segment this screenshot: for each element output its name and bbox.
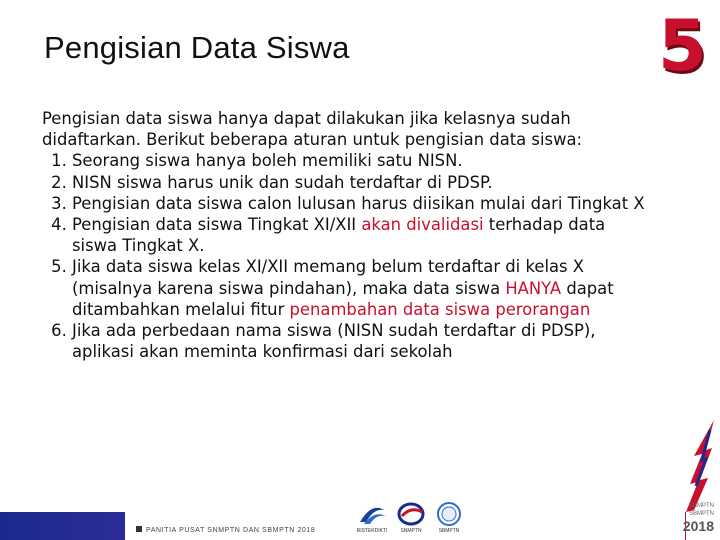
list-item-text: Jika data siswa kelas XI/XII memang belum terdaftar di kelas X (misalnya karena siswa pindahan), maka data siswa <box>72 257 585 298</box>
list-item-text: terhadap data siswa Tingkat X. <box>72 215 606 256</box>
list-item-text: dapat ditambahkan melalui fitur <box>72 278 614 319</box>
list-item <box>72 256 652 320</box>
side-logo-year: 2018 <box>682 518 714 534</box>
slide-title: Pengisian Data Siswa <box>44 30 350 65</box>
slide-number: 5 <box>658 5 707 87</box>
ristekdikti-icon <box>356 500 388 528</box>
highlight-text: HANYA <box>505 278 562 298</box>
footer-bullet-icon <box>136 526 142 532</box>
list-item <box>72 172 652 193</box>
snmptn-icon <box>396 500 426 528</box>
list-item-text: Seorang siswa hanya boleh memiliki satu NISN. <box>72 151 463 171</box>
ristekdikti-logo <box>356 500 388 536</box>
list-item <box>72 214 652 256</box>
side-logo-line2: SBMPTN <box>688 511 714 517</box>
sbmptn-icon <box>434 500 464 528</box>
highlight-text: akan divalidasi <box>361 215 484 235</box>
sbmptn-logo-text: SBMPTN <box>438 528 460 534</box>
list-item-text: Jika ada perbedaan nama siswa (NISN sudah terdaftar di PDSP), aplikasi akan meminta konfirmasi dari sekolah <box>72 321 596 362</box>
list-item-text: NISN siswa harus unik dan sudah terdaftar di PDSP. <box>72 172 493 192</box>
footer-text: PANITIA PUSAT SNMPTN DAN SBMPTN 2018 <box>146 527 316 534</box>
list-item <box>72 150 652 171</box>
list-item <box>72 193 652 214</box>
slide-content <box>42 108 652 362</box>
list-item-text: Pengisian data siswa Tingkat XI/XII <box>72 215 362 235</box>
rules-list <box>42 150 652 362</box>
sbmptn-logo <box>434 500 464 536</box>
snmptn-logo <box>396 500 426 536</box>
intro-paragraph: Pengisian data siswa hanya dapat dilakukan jika kelasnya sudah didaftarkan. Berikut beberapa aturan untuk pengisian data siswa: <box>42 109 583 150</box>
side-logo-text <box>674 502 714 534</box>
list-item-text: Pengisian data siswa calon lulusan harus diisikan mulai dari Tingkat X <box>72 193 645 213</box>
side-logo-line1: SNMPTN <box>688 503 714 509</box>
list-item <box>72 320 652 362</box>
snmptn-logo-text: SNMPTN <box>400 528 422 534</box>
ristekdikti-logo-text: RISTEKDIKTI <box>356 528 388 534</box>
highlight-text: penambahan data siswa perorangan <box>289 299 591 319</box>
